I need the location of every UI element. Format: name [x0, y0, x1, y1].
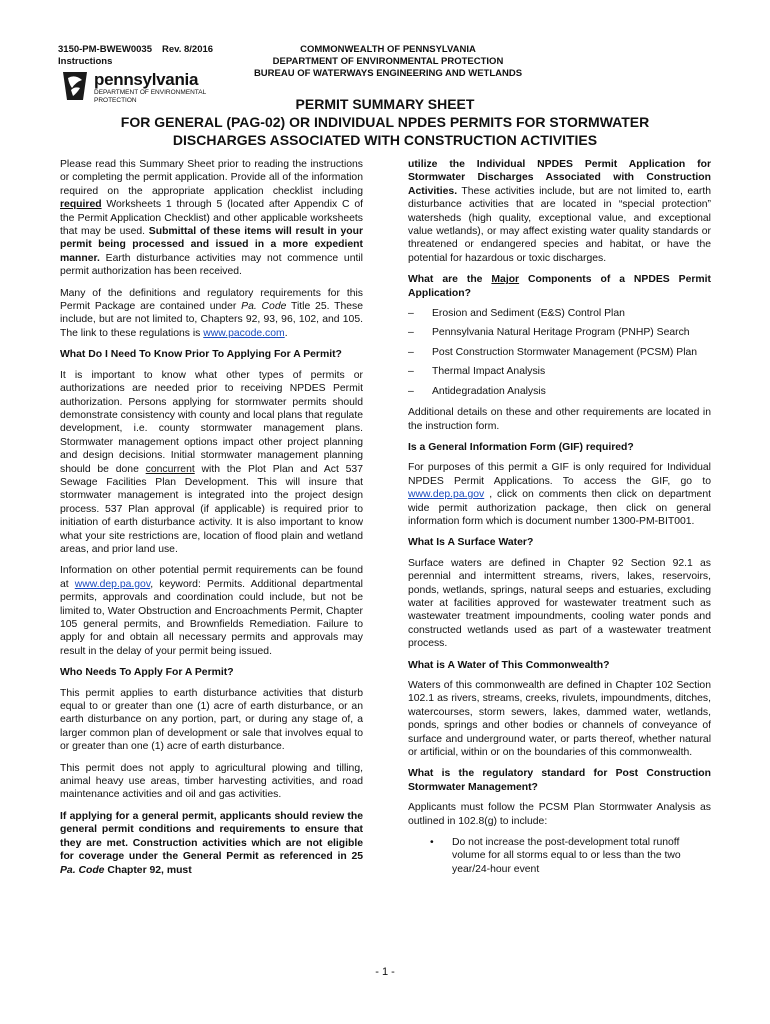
list-item: – Thermal Impact Analysis: [408, 365, 711, 378]
title-line-1: PERMIT SUMMARY SHEET: [295, 96, 475, 112]
page-title: [40, 95, 730, 149]
agency-line-3: BUREAU OF WATERWAYS ENGINEERING AND WETLANDS: [253, 68, 523, 79]
applies-paragraph: This permit applies to earth disturbance activities that disturb equal to or greater than one (1) acre of earth disturbance, or an earth disturbance on any portion, part, or during any stage of, a larger common plan of development or sale that involves equal to or greater than one (1) acre of earth disturbance.: [60, 687, 363, 753]
gif-paragraph: For purposes of this permit a GIF is only required for Individual NPDES Permit Applications. To access the GIF, go to www.dep.pa.gov , click on comments then click on department wide permit authorization package, then click on general information form which is document number 1300-PM-BIT001.: [408, 462, 711, 527]
list-item: • Do not increase the post-development total runoff volume for all storms equal to or less than the two year/24-hour event: [408, 836, 711, 876]
dep-gif-link[interactable]: www.dep.pa.gov: [408, 489, 485, 501]
pcsm-paragraph: Applicants must follow the PCSM Plan Stormwater Analysis as outlined in 102.8(g) to include:: [408, 802, 711, 827]
heading-pcsm-standard: What is the regulatory standard for Post Construction Stormwater Management?: [408, 768, 711, 793]
page-number: - 1 -: [375, 966, 395, 978]
heading-prior-to-applying: What Do I Need To Know Prior To Applying For A Permit?: [60, 349, 342, 361]
required-emphasis: required: [60, 199, 102, 211]
submittal-emphasis: Submittal of these items will result in your permit being processed and issued in a more expedient manner.: [60, 226, 364, 264]
heading-water-commonwealth: What is A Water of This Commonwealth?: [408, 659, 610, 671]
continuation-paragraph: utilize the Individual NPDES Permit Application for Stormwater Discharges Associated with Construction Activities. These activities include, but are not limited to, earth disturbance activities that are located in “special protection” watersheds (high quality, exceptional value, and exceptional value wetlands), or may affect existing water quality standards or threatened or endangered species and habitat, or have the potential for hazardous or toxic discharges.: [408, 159, 711, 264]
water-commonwealth-paragraph: Waters of this commonwealth are defined in Chapter 102 Section 102.1 as rivers, streams, creeks, rivulets, impoundments, ditches, watercourses, storm sewers, lakes, dammed water, wetlands, ponds, springs and other bodies or channels of conveyance of surface and underground water, or parts thereof, whether natural or artificial, within or on the boundaries of this commonwealth.: [408, 680, 711, 759]
definitions-paragraph: Many of the definitions and regulatory requirements for this Permit Package are contained under Pa. Code Title 25. These include, but are not limited to, Chapters 92, 93, 96, 102, and 105. The link to these regulations is www.pacode.com.: [60, 287, 363, 339]
heading-surface-water: What Is A Surface Water?: [408, 537, 534, 549]
list-item: – Pennsylvania Natural Heritage Program (PNHP) Search: [408, 326, 711, 339]
agency-line-2: DEPARTMENT OF ENVIRONMENTAL PROTECTION: [272, 56, 504, 67]
form-id: 3150-PM-BWEW0035: [58, 44, 152, 55]
subtitle: Instructions: [58, 56, 113, 67]
prior-paragraph: It is important to know what other types of permits or authorizations are needed prior to receiving NPDES Permit authorization. Persons applying for stormwater permits should demonstrate consistency with county and local plans that regulate development, i.e. county stormwater management plans. Stormwater management options impact other project planning and design decisions. Initial stormwater management planning should be done concurrent with the Plot Plan and Act 537 Sewage Facilities Plan Development. This will insure that stormwater management is integrated into the project design process. 537 Plan approval (if applicable) is required prior to initiation of earth disturbance activity. It is also important to know what your site restrictions are, location of flood plain and wetland areas, and prior land use.: [60, 369, 363, 555]
revision: Rev. 8/2016: [161, 44, 214, 55]
logo-dept-line-1: DEPARTMENT OF ENVIRONMENTAL: [94, 89, 207, 96]
heading-major-components: What are the Major Components of a NPDES Permit Application?: [408, 274, 711, 299]
pcsm-bullets: [408, 836, 711, 876]
agency-header: [228, 44, 548, 80]
list-item: – Erosion and Sediment (E&S) Control Plan: [408, 307, 711, 320]
wordmark: pennsylvania: [94, 70, 199, 89]
logo-dept-line-2: PROTECTION: [94, 96, 137, 104]
intro-paragraph: Please read this Summary Sheet prior to reading the instructions or completing the permit application. Provide all of the information required on the appropriate application checklist including required Worksheets 1 through 5 (located after Appendix C of the Permit Application Checklist) and other applicable worksheets that may be used. Submittal of these items will result in your permit being processed and issued in a more expedient manner. Earth disturbance activities may not commence until permit authorization has been received.: [60, 159, 364, 278]
list-item: – Post Construction Stormwater Management (PCSM) Plan: [408, 346, 711, 359]
general-permit-paragraph: If applying for a general permit, applicants should review the general permit conditions and requirements to ensure that they are met. Construction activities which are not eligible for coverage under the General Permit as referenced in 25 Pa. Code Chapter 92, must: [60, 810, 363, 876]
title-line-2: FOR GENERAL (PAG-02) OR INDIVIDUAL NPDES PERMITS FOR STORMWATER: [120, 114, 650, 130]
list-item: – Antidegradation Analysis: [408, 385, 711, 398]
surface-water-paragraph: Surface waters are defined in Chapter 92 Section 92.1 as perennial and intermittent streams, rivers, lakes, reservoirs, ponds, wetlands, springs, natural seeps and estuaries, excluding water at facilities approved for wastewater treatment such as wastewater treatment impoundments, cooling water ponds and constructed wetlands used as part of a wastewater treatment process.: [408, 557, 711, 650]
components-list: [408, 307, 711, 398]
heading-who-needs: Who Needs To Apply For A Permit?: [60, 667, 234, 679]
other-permits-paragraph: Information on other potential permit requirements can be found at www.dep.pa.gov, keyword: Permits. Additional departmental permits, approvals and coordination could include, but not be limited to, Water Obstruction and Encroachments Permit, Chapter 105 general permits, and Brownfields Remediation. Failure to apply for and obtain all necessary permits and approvals may result in the delay of your permit being issued.: [60, 565, 363, 657]
heading-gif: Is a General Information Form (GIF) required?: [408, 441, 634, 453]
not-apply-paragraph: This permit does not apply to agricultural plowing and tilling, animal heavy use areas, timber harvesting activities, and road maintenance activities and oil and gas activities.: [60, 762, 363, 801]
right-column: [408, 158, 711, 876]
pacode-link[interactable]: www.pacode.com: [203, 327, 285, 339]
form-id-block: [58, 44, 213, 68]
agency-line-1: COMMONWEALTH OF PENNSYLVANIA: [300, 44, 476, 55]
title-line-3: DISCHARGES ASSOCIATED WITH CONSTRUCTION ACTIVITIES: [172, 132, 598, 148]
additional-details-paragraph: Additional details on these and other requirements are located in the instruction form.: [408, 407, 711, 432]
dep-link[interactable]: www.dep.pa.gov: [74, 578, 151, 590]
left-column: [60, 158, 363, 885]
